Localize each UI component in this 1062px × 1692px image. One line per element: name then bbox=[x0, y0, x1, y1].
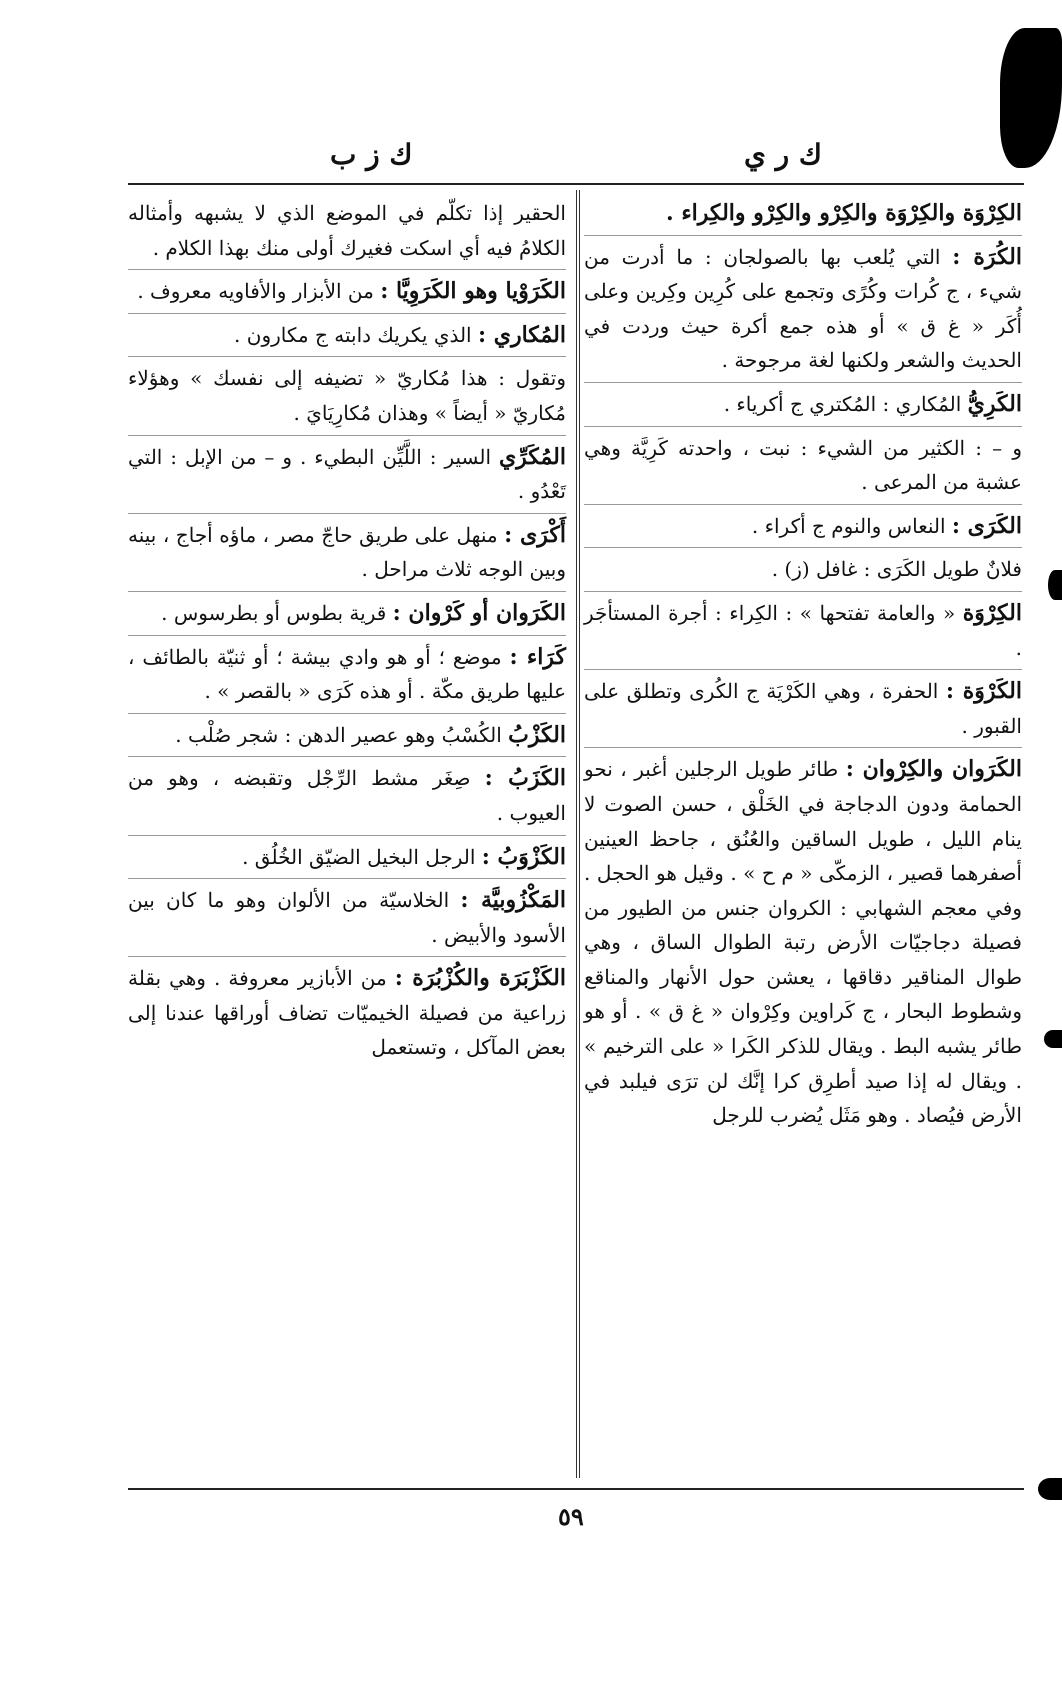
entry-headword: الكَزَبُ : bbox=[484, 765, 566, 792]
dictionary-entry bbox=[128, 840, 566, 880]
dictionary-entry bbox=[128, 318, 566, 358]
dictionary-entry bbox=[584, 552, 1022, 592]
entry-headword: الكِرْوَة والكِرْوَة والكِرْو والكِرْو والكِراء . bbox=[666, 200, 1022, 226]
entry-definition: صِغَر مشط الرِّجْل وتقبضه ، وهو من العيوب . bbox=[128, 766, 566, 825]
entry-definition: طائر طويل الرجلين أغبر ، نحو الحمامة ودون الدجاجة في الخَلْق ، حسن الصوت لا ينام الليل ، طويل الساقين والعُنُق ، جاحظ العينين أصفرهما قصير ، الزمكّى « م ح » . وقيل هو الحجل . وفي معجم الشهابي : الكروان جنس من الطيور من فصيلة دجاجيّات الأرض رتبة الطوال الساق ، وهي طوال المناقير دقاقها ، يعشن حول الأنهار والمناقع وشطوط البحار ، ج كَراوين وكِرْوان « غ ق » . أو هو طائر يشبه البط . ويقال للذكر الكَرا « على الترخيم » . ويقال له إذا صيد أطرِق كرا إنَّك لن ترَى فيلبد في الأرض فيُصاد . وهو مَثَل يُضرب للرجل bbox=[584, 757, 1022, 1128]
entry-definition: النعاس والنوم ج أكراء . bbox=[751, 513, 952, 538]
dictionary-entry bbox=[128, 518, 566, 592]
dictionary-entry bbox=[128, 718, 566, 758]
dictionary-entry bbox=[128, 640, 566, 714]
dictionary-entry bbox=[128, 196, 566, 270]
entry-headword: كَرَاء : bbox=[509, 643, 566, 670]
page-number: ٥٩ bbox=[558, 1502, 584, 1531]
dictionary-entry bbox=[584, 431, 1022, 505]
entry-headword: المُكَرِّي bbox=[498, 443, 566, 470]
entry-headword: المُكاري : bbox=[477, 321, 566, 348]
dictionary-entry bbox=[584, 196, 1022, 236]
entry-definition: وتقول : هذا مُكاريّ « تضيفه إلى نفسك » وهؤلاء مُكاريّ « أيضاً » وهذان مُكارِيَايَ . bbox=[128, 366, 566, 425]
footer-rule bbox=[128, 1488, 1024, 1490]
entry-definition: السير : اللَّيِّن البطيء . و – من الإبل : التي تَعْدُو . bbox=[128, 444, 566, 504]
entry-definition: الخلاسيّة من الألوان وهو ما كان بين الأسود والأبيض . bbox=[128, 888, 566, 947]
entry-definition: المُكاري : المُكتري ج أكرياء . bbox=[723, 391, 968, 416]
entry-definition: الكُسْبُ وهو عصير الدهن : شجر صُلْب . bbox=[175, 722, 509, 747]
dictionary-entry bbox=[128, 883, 566, 957]
entry-definition: قرية بطوس أو بطرسوس . bbox=[161, 600, 393, 625]
entry-definition: منهل على طريق حاجّ مصر ، ماؤه أجاج ، بينه وبين الوجه ثلاث مراحل . bbox=[128, 522, 566, 582]
running-header-right: ك ر ي bbox=[744, 138, 823, 171]
entry-definition: و – : الكثير من الشيء : نبت ، واحدته كَرِيَّة وهي عشبة من المرعى . bbox=[584, 435, 1022, 495]
dictionary-entry bbox=[128, 596, 566, 636]
entry-headword: الكَرَى : bbox=[951, 512, 1022, 539]
entry-headword: الكُرَة : bbox=[952, 243, 1022, 270]
dictionary-entry bbox=[128, 761, 566, 835]
ink-blot bbox=[1000, 28, 1062, 168]
entry-definition: الذي يكريك دابته ج مكارون . bbox=[234, 322, 478, 347]
entry-definition: موضع ؛ أو هو وادي بيشة ؛ أو ثنيّة بالطائف ، عليها طريق مكّة . أو هذه كَرَى « بالقصر » . bbox=[128, 644, 566, 704]
dictionary-entry bbox=[128, 274, 566, 314]
entry-definition: التي يُلعب بها بالصولجان : ما أدرت من شيء ، ج كُرات وكُرًى وتجمع على كُرِين وكِرين وعلى أُكَر « غ ق » أو هذه جمع أكرة حيث وردت في الحديث والشعر ولكنها لغة مرجوحة . bbox=[584, 244, 1022, 373]
dictionary-entry bbox=[584, 240, 1022, 383]
dictionary-entry bbox=[584, 596, 1022, 670]
entry-headword: الكَزْوَبُ : bbox=[481, 843, 566, 870]
entry-headword: الكَرْوَة : bbox=[945, 678, 1022, 705]
entry-headword: الكَرَوان والكِرْوان : bbox=[845, 756, 1022, 783]
dictionary-entry bbox=[584, 509, 1022, 549]
entry-headword: أَكْرَى : bbox=[504, 521, 566, 548]
header-rule bbox=[128, 183, 1024, 185]
column-divider bbox=[576, 190, 580, 1478]
left-column bbox=[128, 196, 566, 1073]
dictionary-entry bbox=[584, 674, 1022, 748]
entry-headword: الكَرَوْيا وهو الكَرَوِيَّا : bbox=[380, 278, 566, 305]
entry-definition: « والعامة تفتحها » : الكِراء : أجرة المستأجَر . bbox=[584, 600, 1022, 660]
dictionary-entry bbox=[128, 961, 566, 1069]
dictionary-entry bbox=[584, 752, 1022, 1137]
entry-definition: فلانٌ طويل الكَرَى : غافل (ز) . bbox=[771, 557, 1022, 582]
entry-headword: الكَرَوان أو كَرْوان : bbox=[392, 599, 566, 626]
ink-mark bbox=[1038, 1478, 1062, 1500]
ink-mark bbox=[1048, 570, 1062, 600]
entry-definition: الحفرة ، وهي الكَرْيَة ج الكُرى وتطلق على القبور . bbox=[584, 679, 1022, 738]
entry-definition: الحقير إذا تكلّم في الموضع الذي لا يشبهه وأمثاله الكلامُ فيه أي اسكت فغيرك أولى منك بهذا الكلام . bbox=[128, 201, 566, 260]
entry-definition: من الأبازير معروفة . وهي بقلة زراعية من فصيلة الخيميّات تضاف أوراقها عندنا إلى بعض المآكل ، وتستعمل bbox=[128, 966, 566, 1060]
entry-headword: المَكْزُوبيَّة : bbox=[460, 887, 566, 914]
running-header-left: ك ز ب bbox=[330, 138, 413, 171]
entry-headword: الكَزْبُ bbox=[508, 721, 566, 748]
dictionary-entry bbox=[128, 361, 566, 435]
ink-mark bbox=[1044, 1030, 1062, 1048]
entry-definition: الرجل البخيل الضيّق الخُلُق . bbox=[242, 844, 482, 869]
dictionary-entry bbox=[584, 387, 1022, 427]
entry-definition: من الأبزار والأفاويه معروف . bbox=[137, 279, 381, 304]
entry-headword: الكِرْوَة bbox=[962, 599, 1022, 626]
entry-headword: الكَرِيُّ bbox=[967, 390, 1022, 417]
right-column bbox=[584, 196, 1022, 1141]
entry-headword: الكَزْبَرَة والكُزْبُرَة : bbox=[394, 965, 566, 992]
dictionary-entry bbox=[128, 440, 566, 514]
